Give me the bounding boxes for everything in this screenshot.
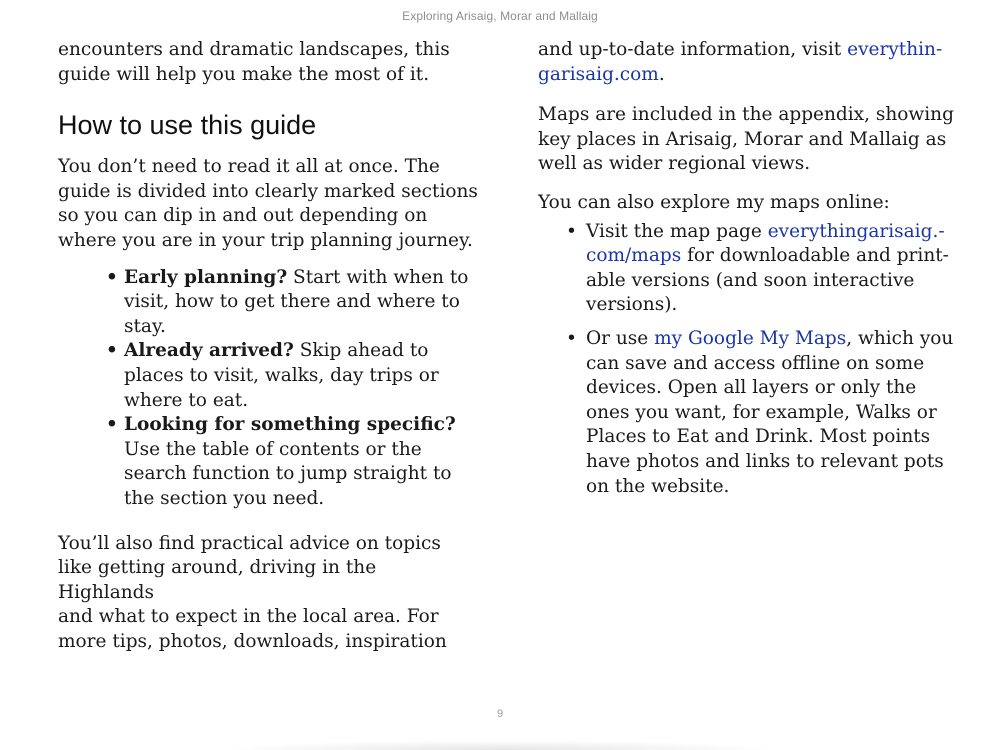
maps-bullets <box>538 220 958 500</box>
maps-page-link[interactable]: everythingarisaig.- com/maps <box>586 220 945 267</box>
section-heading: How to use this guide <box>58 110 317 141</box>
list-item: • Visit the map page everythingarisaig.- com/maps for downloadable and print- able versions (and soon interactive versions). <box>566 220 949 316</box>
bullet-icon: • <box>106 266 118 288</box>
running-title: Exploring Arisaig, Morar and Mallaig <box>402 9 598 23</box>
maps-online-paragraph: You can also explore my maps online: <box>538 191 890 213</box>
bullet-icon: • <box>106 414 118 436</box>
intro-paragraph: encounters and dramatic landscapes, this guide will help you make the most of it. <box>58 39 450 85</box>
website-link[interactable]: everythin- garisaig.com <box>538 39 943 85</box>
advice-paragraph: You’ll also find practical advice on topics like getting around, driving in the Highlands and what to expect in the local area. For more tips, photos, downloads, inspiration <box>58 532 447 652</box>
usage-paragraph: You don’t need to read it all at once. The guide is divided into clearly marked sections so you can dip in and out depending on where you are in your trip planning journey. <box>58 156 478 251</box>
page-edge-shadow <box>220 740 780 750</box>
maps-paragraph: Maps are included in the appendix, showing key places in Arisaig, Morar and Mallaig as well as wider regional views. <box>538 104 954 175</box>
right-column <box>538 38 958 508</box>
left-column <box>58 38 478 654</box>
list-item: • Looking for something specific? Use the table of contents or the search function to jump straight to the section you need. <box>106 414 456 509</box>
bullet-icon: • <box>566 220 577 242</box>
bullet-icon: • <box>566 327 577 349</box>
bullet-icon: • <box>106 340 118 362</box>
list-item: • Early planning? Start with when to visit, how to get there and where to stay. <box>106 266 469 337</box>
list-item: • Already arrived? Skip ahead to places to visit, walks, day trips or where to eat. <box>106 340 439 411</box>
page-number: 9 <box>496 708 504 720</box>
usage-bullets <box>58 266 478 512</box>
list-item: • Or use my Google My Maps, which you can save and access offline on some devices. Open all layers or only the ones you want, for example, Walks or Places to Eat and Drink. Most points have photos and links to relevant pots on the website. <box>566 327 954 497</box>
google-my-maps-link[interactable]: my Google My Maps <box>654 327 847 349</box>
website-paragraph: and up-to-date information, visit everythin- garisaig.com. <box>538 39 943 85</box>
